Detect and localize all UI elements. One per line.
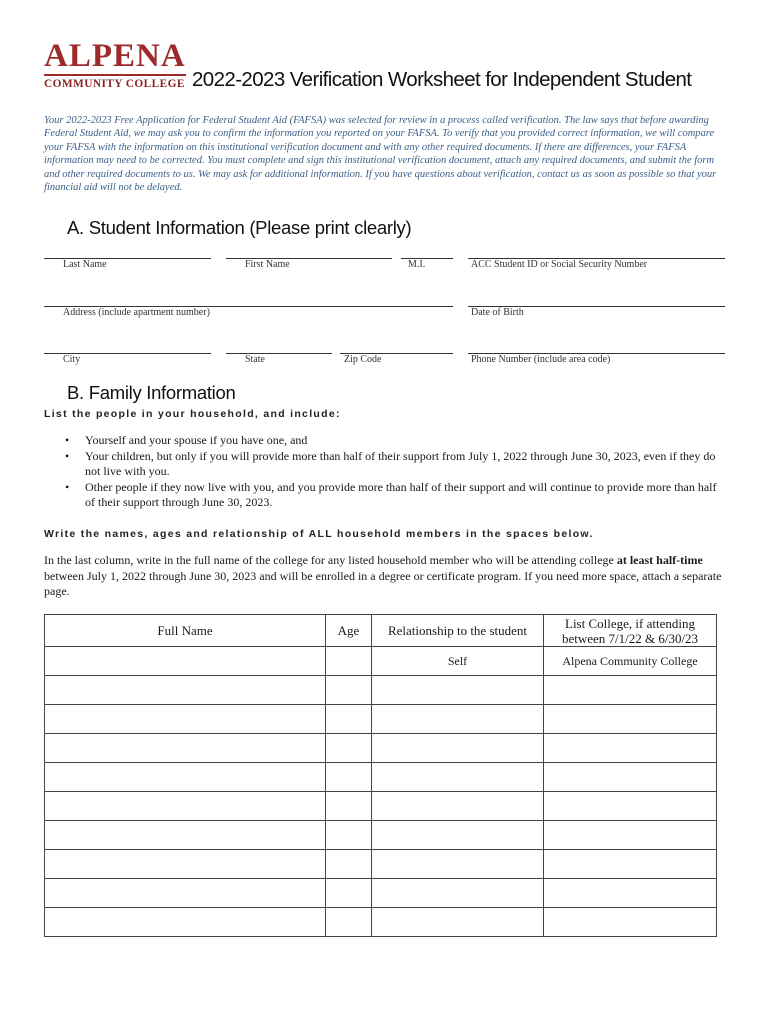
first-name-label: First Name (245, 259, 290, 270)
cell-age[interactable] (326, 821, 372, 850)
paragraph-text-start: In the last column, write in the full name of the college for any listed household member who will be attending college (44, 553, 617, 567)
last-name-label: Last Name (63, 259, 107, 270)
cell-college[interactable] (544, 734, 717, 763)
cell-age[interactable] (326, 850, 372, 879)
cell-full-name[interactable] (45, 705, 326, 734)
student-id-label: ACC Student ID or Social Security Number (471, 259, 648, 270)
cell-age[interactable] (326, 879, 372, 908)
cell-college[interactable] (544, 705, 717, 734)
cell-full-name[interactable] (45, 850, 326, 879)
dob-label: Date of Birth (471, 307, 524, 318)
cell-relationship[interactable] (372, 908, 544, 937)
header-college: List College, if attending between 7/1/22 & 6/30/23 (544, 615, 717, 647)
header-age: Age (326, 615, 372, 647)
cell-relationship[interactable] (372, 850, 544, 879)
cell-age[interactable] (326, 792, 372, 821)
cell-full-name[interactable] (45, 821, 326, 850)
household-bullets (59, 433, 719, 511)
paragraph-text-end: between July 1, 2022 through June 30, 2023 and will be enrolled in a degree or certificate program. If you need more space, attach a separate page. (44, 568, 722, 599)
table-row (45, 879, 717, 908)
table-header-row (45, 615, 717, 647)
college-logo-subtitle: COMMUNITY COLLEGE (44, 78, 185, 90)
cell-age[interactable] (326, 676, 372, 705)
college-instruction-paragraph (44, 553, 728, 600)
cell-college[interactable] (544, 850, 717, 879)
bullet-item: • Other people if they now live with you, and you provide more than half of their support and will continue to provide more than half of their support through June 30, 2023. (59, 480, 719, 511)
table-row (45, 734, 717, 763)
cell-college[interactable] (544, 908, 717, 937)
cell-full-name[interactable] (45, 734, 326, 763)
paragraph-text-bold: at least half-time (616, 553, 703, 567)
cell-full-name[interactable] (45, 676, 326, 705)
household-table (44, 614, 717, 937)
cell-relationship[interactable] (372, 705, 544, 734)
city-label: City (63, 354, 81, 365)
cell-relationship: Self (372, 647, 544, 676)
document-title: 2022-2023 Verification Worksheet for Independent Student (192, 68, 692, 91)
cell-college[interactable] (544, 821, 717, 850)
table-row (45, 676, 717, 705)
phone-label: Phone Number (include area code) (471, 354, 611, 365)
write-instruction: Write the names, ages and relationship of ALL household members in the spaces below. (44, 528, 594, 540)
cell-age[interactable] (326, 734, 372, 763)
state-label: State (245, 354, 265, 365)
cell-age[interactable] (326, 647, 372, 676)
household-list-intro: List the people in your household, and include: (44, 408, 341, 420)
bullet-item: • Yourself and your spouse if you have one, and (59, 433, 719, 449)
cell-relationship[interactable] (372, 792, 544, 821)
cell-full-name[interactable] (45, 879, 326, 908)
cell-relationship[interactable] (372, 879, 544, 908)
logo-rule (44, 74, 186, 76)
zip-label: Zip Code (344, 354, 382, 365)
table-row (45, 647, 717, 676)
cell-age[interactable] (326, 705, 372, 734)
table-row (45, 792, 717, 821)
cell-age[interactable] (326, 908, 372, 937)
intro-paragraph: Your 2022-2023 Free Application for Federal Student Aid (FAFSA) was selected for review in a process called verification. The law says that before awarding Federal Student Aid, we may ask you to confirm the information you reported on your FAFSA. To verify that you provided correct information, we will compare your FAFSA with the information on this institutional verification document and with any other required documents. If there are differences, your FAFSA information may need to be corrected. You must complete and sign this institutional verification document, attach any required documents, and submit the form and other required documents to us. We may ask for additional information. If you have questions about verification, contact us as soon as possible so that your financial aid will not be delayed. (44, 115, 717, 194)
cell-college[interactable] (544, 792, 717, 821)
cell-full-name[interactable] (45, 647, 326, 676)
state-line[interactable] (226, 353, 332, 354)
cell-age[interactable] (326, 763, 372, 792)
header-full-name: Full Name (45, 615, 326, 647)
cell-relationship[interactable] (372, 763, 544, 792)
cell-relationship[interactable] (372, 676, 544, 705)
cell-relationship[interactable] (372, 821, 544, 850)
cell-relationship[interactable] (372, 734, 544, 763)
section-a-heading: A. Student Information (Please print clearly) (67, 217, 412, 238)
header-relationship: Relationship to the student (372, 615, 544, 647)
table-row (45, 850, 717, 879)
table-row (45, 908, 717, 937)
section-b-heading: B. Family Information (67, 382, 236, 403)
cell-college[interactable] (544, 763, 717, 792)
table-row (45, 763, 717, 792)
table-row (45, 705, 717, 734)
address-label: Address (include apartment number) (63, 307, 210, 318)
bullet-item: • Your children, but only if you will provide more than half of their support from July 1, 2022 through June 30, 2023, even if they do not live with you. (59, 449, 719, 480)
cell-full-name[interactable] (45, 792, 326, 821)
table-row (45, 821, 717, 850)
cell-full-name[interactable] (45, 763, 326, 792)
college-logo-name: ALPENA (44, 38, 186, 74)
mi-label: M.I. (408, 259, 426, 270)
cell-college[interactable] (544, 676, 717, 705)
cell-full-name[interactable] (45, 908, 326, 937)
cell-college: Alpena Community College (544, 647, 717, 676)
cell-college[interactable] (544, 879, 717, 908)
